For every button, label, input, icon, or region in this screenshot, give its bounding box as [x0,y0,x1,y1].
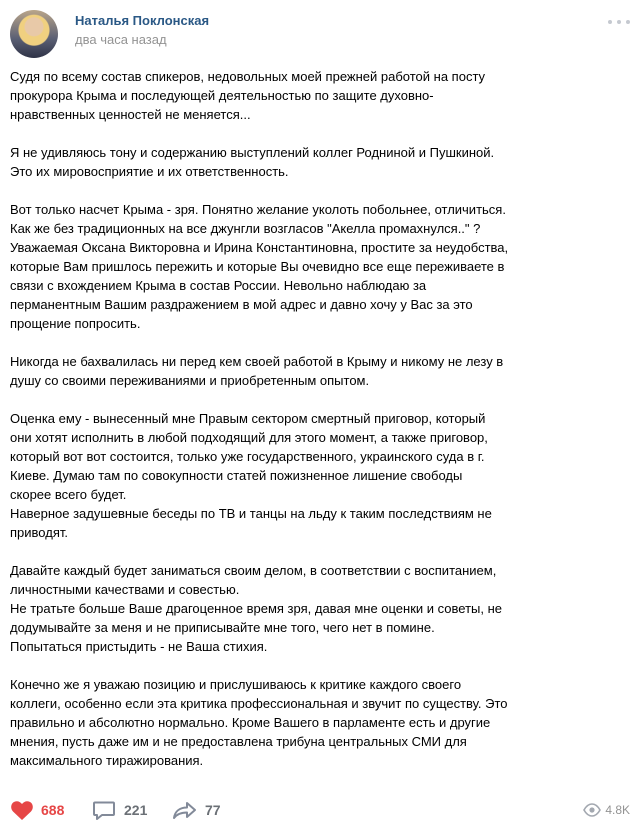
post-text-line: Уважаемая Оксана Викторовна и Ирина Константиновна, простите за неудобства, [10,240,509,255]
post-paragraph [10,67,515,124]
post-text-line: личностными качествами и совестью. [10,582,240,597]
comment-icon [92,799,116,821]
post-time[interactable]: два часа назад [75,32,167,47]
share-arrow-icon [171,799,197,821]
post-paragraph [10,352,515,390]
post-text-line: Вот только насчет Крыма - зря. Понятно желание уколоть побольнее, отличиться. [10,202,506,217]
post-text-line: Оценка ему - вынесенный мне Правым сектором смертный приговор, который [10,411,486,426]
view-count: 4.8K [605,803,630,817]
share-count: 77 [205,802,221,818]
post-text-line: Судя по всему состав спикеров, недовольных моей прежней работой на посту [10,69,486,84]
post-text-line: Попытаться пристыдить - не Ваша стихия. [10,639,268,654]
more-dots-icon[interactable] [608,16,630,28]
post-text-line: Киеве. Думаю там по совокупности статей пожизненное лишение свободы [10,468,463,483]
post-text-line: додумывайте за меня и не приписывайте мне того, чего нет в помине. [10,620,435,635]
post-paragraph [10,409,515,542]
post-text-line: приводят. [10,525,68,540]
post-text-line: Не тратьте больше Ваше драгоценное время зря, давая мне оценки и советы, не [10,601,503,616]
post-text [10,67,515,770]
post-text-line: максимального тиражирования. [10,753,204,768]
post-text-line: Как же без традиционных на все джунгли возгласов "Акелла промахнулся.." ? [10,221,481,236]
post-paragraph [10,143,515,181]
eye-icon [583,803,601,817]
comment-count: 221 [124,802,148,818]
share-button[interactable] [171,796,221,824]
like-count: 688 [41,802,65,818]
post-text-line: прокурора Крыма и последующей деятельностью по защите духовно- [10,88,434,103]
post-text-line: нравственных ценностей не меняется... [10,107,251,122]
post-text-line: скорее всего будет. [10,487,127,502]
post-text-line: который вот вот состоится, только уже государственного, украинского суда в г. [10,449,485,464]
post-paragraph [10,561,515,656]
post-footer [10,796,630,824]
post-text-line: связи с вхождением Крыма в состав России. Невольно наблюдаю за [10,278,427,293]
post-text-line: мнения, пусть даже им и не предоставлена трибуна центральных СМИ для [10,734,467,749]
avatar[interactable] [10,10,58,58]
views [583,796,630,824]
author-name[interactable]: Наталья Поклонская [75,13,210,28]
heart-icon [10,799,34,821]
post-paragraph [10,675,515,770]
post-text-line: правильно и абсолютно нормально. Кроме Вашего в парламенте есть и другие [10,715,491,730]
post-text-line: которые Вам пришлось пережить и которые Вы очевидно все еще переживаете в [10,259,505,274]
post-paragraph [10,200,515,333]
post-text-line: Наверное задушевные беседы по ТВ и танцы на льду к таким последствиям не [10,506,492,521]
post-header [10,10,630,58]
post-text-line: прощение попросить. [10,316,141,331]
post-text-line: Давайте каждый будет заниматься своим делом, в соответствии с воспитанием, [10,563,497,578]
post-text-line: Никогда не бахвалилась ни перед кем своей работой в Крыму и никому не лезу в [10,354,504,369]
like-button[interactable] [10,796,64,824]
post-text-line: Конечно же я уважаю позицию и прислушиваюсь к критике каждого своего [10,677,462,692]
post-text-line: перманентным Вашим раздражением в мой адрес и давно хочу у Вас за это [10,297,473,312]
post-text-line: Это их мировосприятие и их ответственность. [10,164,289,179]
post-text-line: Я не удивляюсь тону и содержанию выступлений коллег Родниной и Пушкиной. [10,145,495,160]
comment-button[interactable] [92,796,147,824]
post-text-line: душу со своими переживаниями и приобретенным опытом. [10,373,370,388]
post-text-line: коллеги, особенно если эта критика профессиональная и звучит по существу. Это [10,696,508,711]
post-text-line: они хотят исполнить в любой подходящий для этого момент, а также приговор, [10,430,488,445]
